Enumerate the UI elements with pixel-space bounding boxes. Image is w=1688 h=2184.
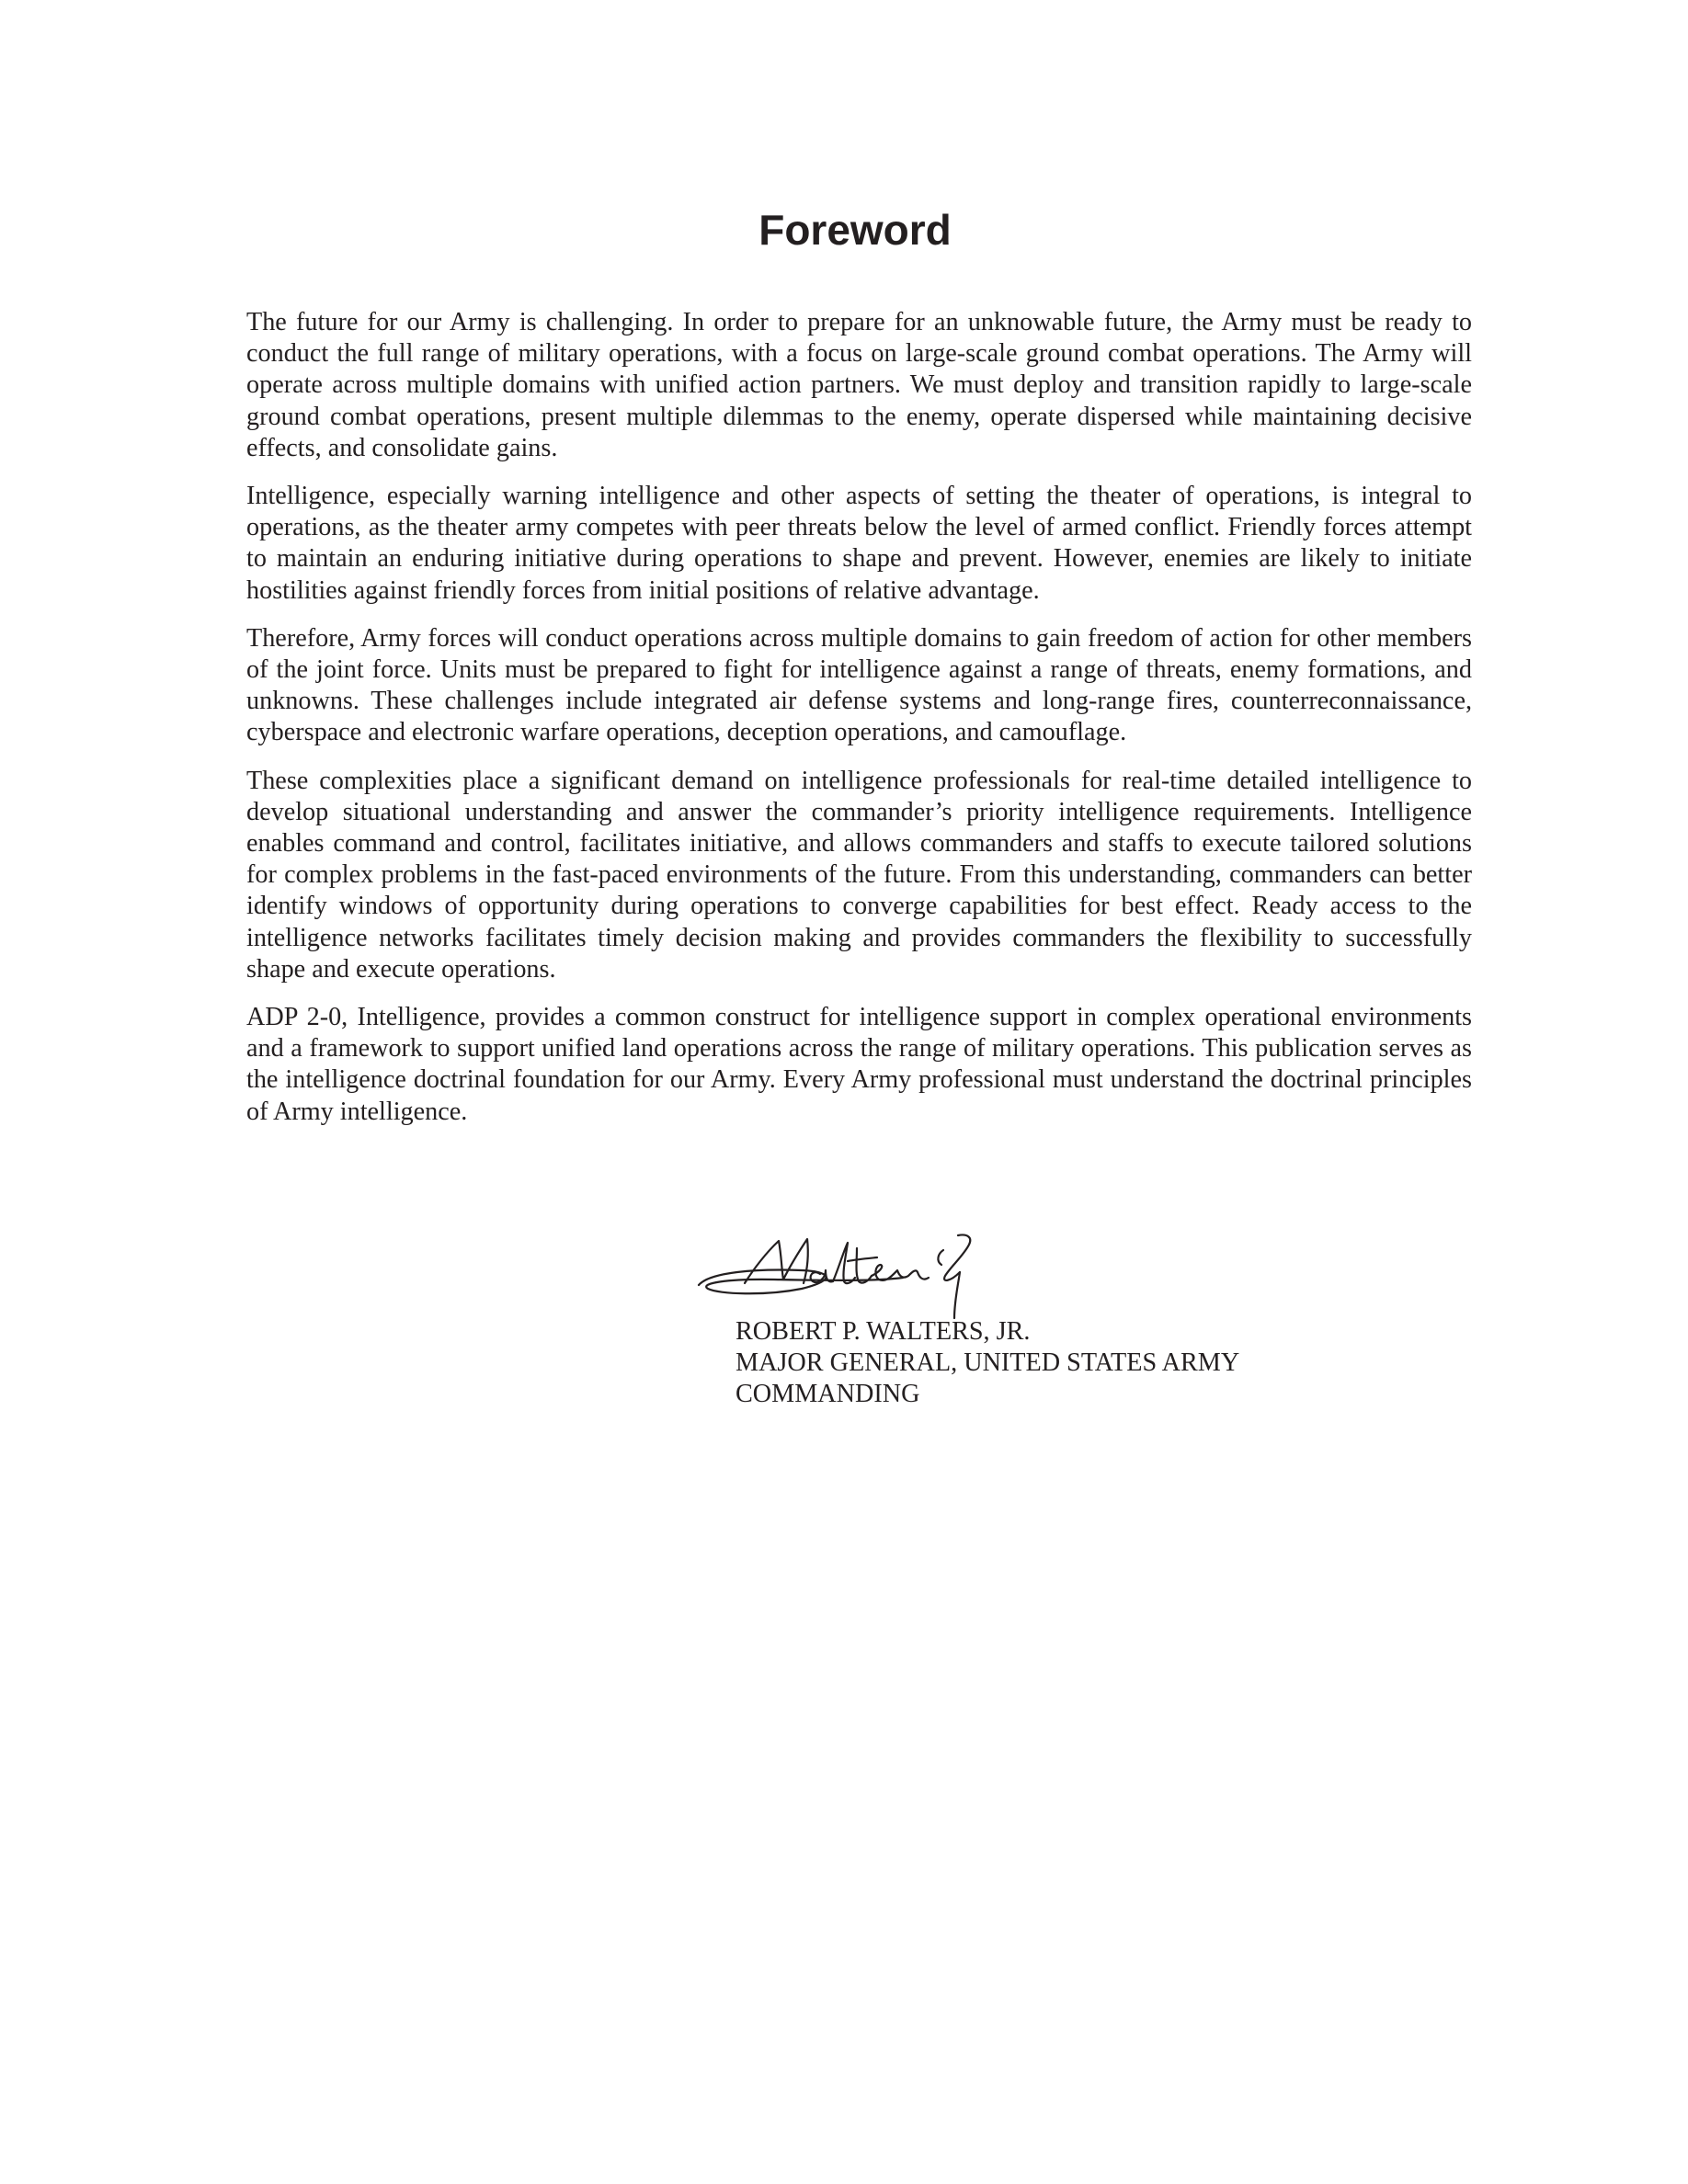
handwritten-signature-icon bbox=[691, 1228, 1059, 1329]
page-title: Foreword bbox=[758, 206, 952, 254]
paragraph-3: Therefore, Army forces will conduct operations across multiple domains to gain freedom of action for other members of the joint force. Units must be prepared to fight for intelligence against a range of threats, enemy formations, and unknowns. These challenges include integrated air defense systems and long-range fires, counterreconnaissance, cyberspace and electronic warfare operations, deception operations, and camouflage. bbox=[246, 623, 1472, 747]
signer-position: COMMANDING bbox=[736, 1380, 920, 1408]
paragraph-2: Intelligence, especially warning intelligence and other aspects of setting the theater of operations, is integral to operations, as the theater army competes with peer threats below the level of armed conflict. Friendly forces attempt to maintain an enduring initiative during operations to shape and prevent. However, enemies are likely to initiate hostilities against friendly forces from initial positions of relative advantage. bbox=[246, 482, 1472, 605]
paragraph-1: The future for our Army is challenging. In order to prepare for an unknowable future, the Army must be ready to conduct the full range of military operations, with a focus on large-scale ground combat operations. The Army will operate across multiple domains with unified action partners. We must deploy and transition rapidly to large-scale ground combat operations, present multiple dilemmas to the enemy, operate dispersed while maintaining decisive effects, and consolidate gains. bbox=[246, 308, 1472, 462]
signer-name: ROBERT P. WALTERS, JR. bbox=[736, 1317, 1031, 1346]
signature-block bbox=[736, 1316, 1239, 1410]
paragraph-4: These complexities place a significant demand on intelligence professionals for real-time detailed intelligence to develop situational understanding and answer the commander’s priority intelligence requirements. Intelligence enables command and control, facilitates initiative, and allows commanders and staffs to execute tailored solutions for complex problems in the fast-paced environments of the future. From this understanding, commanders can better identify windows of opportunity during operations to converge capabilities for best effect. Ready access to the intelligence networks facilitates timely decision making and provides commanders the flexibility to successfully shape and execute operations. bbox=[246, 766, 1472, 984]
paragraph-5: ADP 2-0, Intelligence, provides a common construct for intelligence support in complex operational environments and a framework to support unified land operations across the range of military operations. This publication serves as the intelligence doctrinal foundation for our Army. Every Army professional must understand the doctrinal principles of Army intelligence. bbox=[246, 1003, 1472, 1126]
signer-rank: MAJOR GENERAL, UNITED STATES ARMY bbox=[736, 1348, 1240, 1377]
foreword-body bbox=[246, 307, 1472, 1144]
